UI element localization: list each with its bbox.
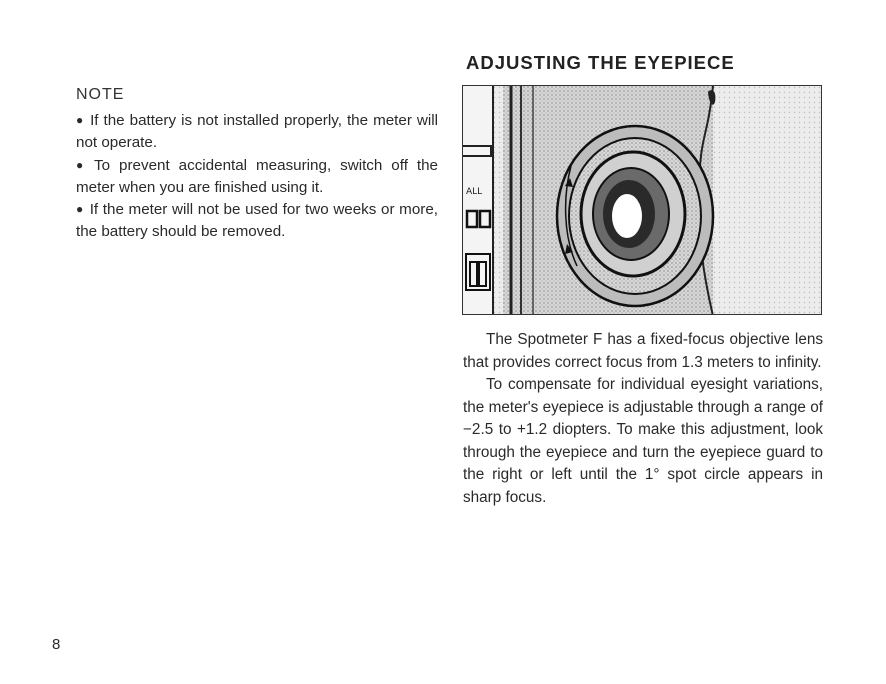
section-heading: ADJUSTING THE EYEPIECE	[466, 52, 735, 73]
note-item-text: If the battery is not installed properly, the meter will not operate.	[76, 112, 439, 152]
paragraph: The Spotmeter F has a fixed-focus objective lens that provides correct focus from 1.3 meters to infinity.	[463, 331, 823, 371]
note-item-text: If the meter will not be used for two weeks or more, the battery should be removed.	[76, 201, 438, 241]
bullet-icon: ●	[76, 157, 89, 172]
page-number: 8	[52, 636, 61, 653]
body-text	[463, 329, 823, 509]
eyepiece-illustration	[463, 86, 822, 315]
paragraph: To compensate for individual eyesight variations, the meter's eyepiece is adjustable through a range of −2.5 to +1.2 diopters. To make this adjustment, look through the eyepiece and turn the eyepiece guard to the right or left until the 1° spot circle appears in sharp focus.	[463, 376, 823, 506]
eyepiece-photo	[462, 85, 822, 315]
bullet-icon: ●	[76, 202, 84, 217]
note-title: NOTE	[76, 86, 125, 103]
note-item-text: To prevent accidental measuring, switch off the meter when you are finished using it.	[76, 156, 439, 196]
note-item	[76, 155, 438, 200]
bullet-icon: ●	[76, 113, 85, 127]
all-label: ALL	[466, 187, 483, 197]
note-item	[76, 110, 438, 155]
note-block	[76, 86, 438, 244]
note-item	[76, 199, 438, 244]
